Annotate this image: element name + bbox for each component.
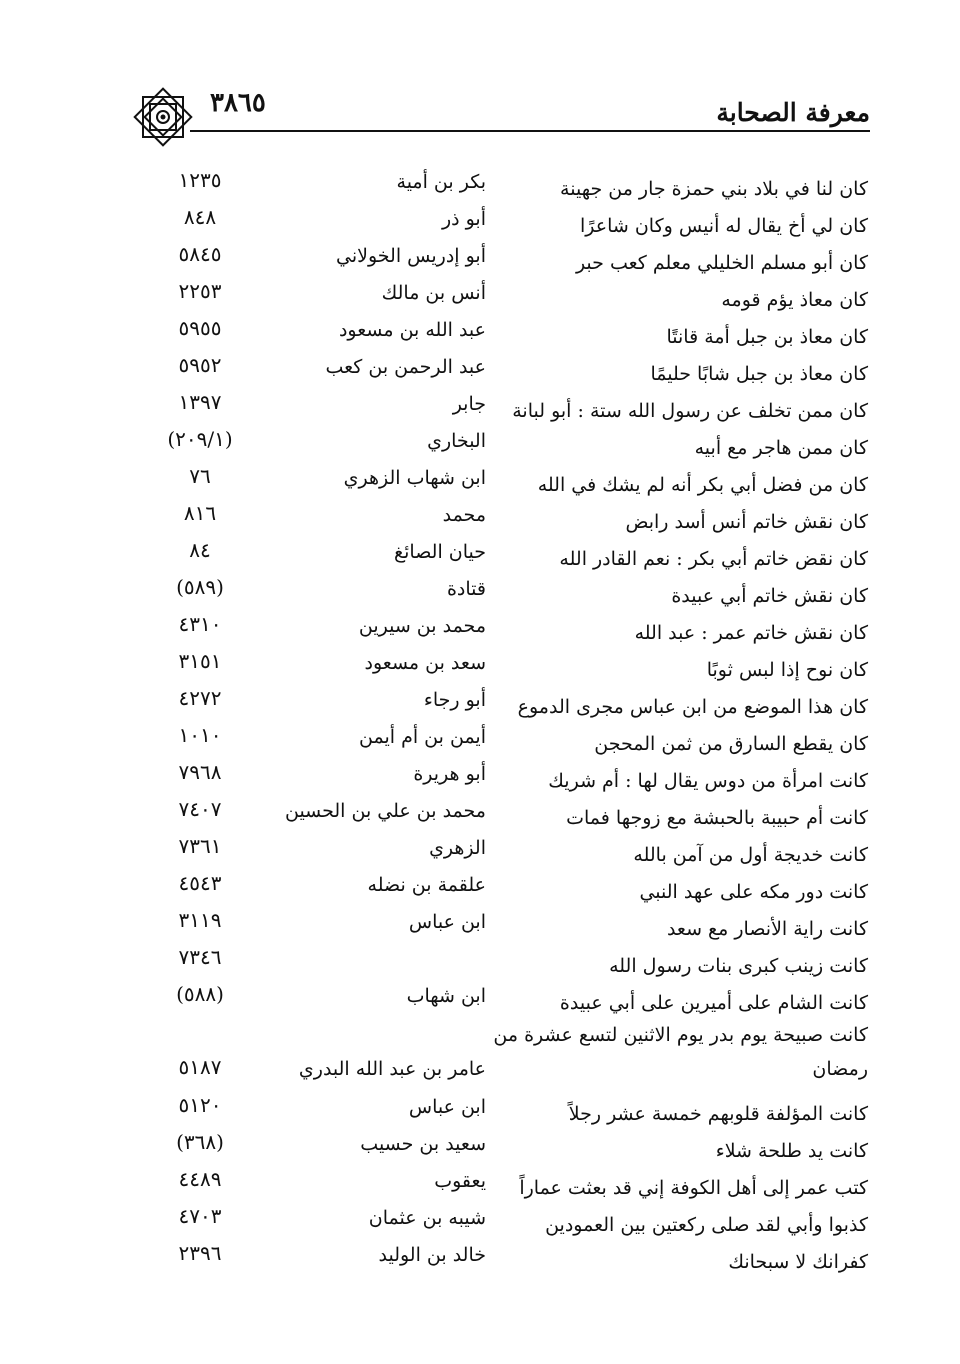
hadith-reference-number: ٧٣٤٦ bbox=[178, 945, 222, 969]
hadith-reference-number: ٥١٨٧ bbox=[178, 1055, 222, 1079]
hadith-reference-number: ٨٤ bbox=[189, 538, 211, 562]
narrator-name: محمد bbox=[442, 504, 486, 526]
hadith-opening-text: كان نقض خاتم أبي بكر : نعم القادر الله bbox=[559, 548, 868, 570]
narrator-name: شيبه بن عثمان bbox=[368, 1207, 486, 1229]
hadith-reference-number: ٥٩٥٢ bbox=[178, 353, 222, 377]
index-entry bbox=[0, 759, 960, 796]
index-entry bbox=[0, 870, 960, 907]
index-entry bbox=[0, 204, 960, 241]
narrator-name: علقمة بن نضله bbox=[367, 874, 486, 896]
hadith-reference-number: ٢٢٥٣ bbox=[178, 279, 222, 303]
hadith-opening-text: كفرانك لا سبحانك bbox=[728, 1251, 868, 1273]
narrator-name: قتادة bbox=[446, 578, 486, 600]
narrator-name: أبو إدريس الخولاني bbox=[336, 245, 486, 267]
hadith-reference-number: ٥١٢٠ bbox=[178, 1093, 222, 1117]
index-entry bbox=[0, 278, 960, 315]
hadith-opening-text: كان ممن هاجر مع أبيه bbox=[694, 437, 868, 459]
hadith-opening-text: كتب عمر إلى أهل الكوفة إني قد بعثت عماراً bbox=[519, 1177, 868, 1199]
hadith-opening-text: كان هذا الموضع من ابن عباس مجرى الدموع bbox=[517, 696, 868, 718]
hadith-reference-number: ٤٣١٠ bbox=[178, 612, 222, 636]
index-entry bbox=[0, 1240, 960, 1277]
narrator-name: ابن شهاب bbox=[406, 985, 486, 1007]
index-entry bbox=[0, 352, 960, 389]
index-entry bbox=[0, 167, 960, 204]
narrator-name: يعقوب bbox=[434, 1170, 486, 1192]
hadith-reference-number: ١٣٩٧ bbox=[178, 390, 222, 414]
narrator-name: البخاري bbox=[427, 430, 486, 452]
hadith-reference-number: ٤٧٠٣ bbox=[178, 1204, 222, 1228]
index-entry bbox=[0, 389, 960, 426]
narrator-name: حيان الصائغ bbox=[394, 541, 486, 563]
hadith-opening-text: كان يقطع السارق من ثمن المحجن bbox=[594, 733, 868, 755]
hadith-opening-text: كانت أم حبيبة بالحبشة مع زوجها فمات bbox=[566, 807, 868, 829]
index-entry bbox=[0, 426, 960, 463]
hadith-reference-number: ٤٤٨٩ bbox=[178, 1167, 222, 1191]
hadith-reference-number: ٣١١٩ bbox=[178, 908, 222, 932]
page-number: ٣٨٦٥ bbox=[210, 88, 266, 118]
hadith-reference-number: ٤٢٧٢ bbox=[178, 686, 222, 710]
index-entry bbox=[0, 907, 960, 944]
index-entry bbox=[0, 981, 960, 1018]
octagram-ornament-icon bbox=[130, 84, 196, 150]
hadith-reference-number: ٥٩٥٥ bbox=[178, 316, 222, 340]
index-entry bbox=[0, 1092, 960, 1129]
hadith-opening-text: كان معاذ بن جبل أمة قانتًا bbox=[666, 326, 868, 348]
index-entry bbox=[0, 648, 960, 685]
hadith-reference-number: ٧٦ bbox=[189, 464, 211, 488]
hadith-opening-text: كانت يد طلحة شلاء bbox=[715, 1140, 868, 1162]
narrator-name: بكر بن أمية bbox=[396, 171, 486, 193]
index-entry bbox=[0, 463, 960, 500]
hadith-reference-number: (٢٠٩/١) bbox=[167, 427, 233, 451]
index-entry bbox=[0, 611, 960, 648]
narrator-name: أيمن بن أم أيمن bbox=[359, 726, 486, 748]
hadith-opening-text: كان أبو مسلم الخليلي معلم كعب حبر bbox=[575, 252, 868, 274]
narrator-name: سعيد بن حسيب bbox=[360, 1133, 486, 1155]
hadith-reference-number: (٣٦٨) bbox=[176, 1130, 224, 1154]
hadith-opening-text: كانت دور مكه على عهد النبي bbox=[639, 881, 868, 903]
narrator-name: سعد بن مسعود bbox=[364, 652, 486, 674]
hadith-opening-text: كان نقش خاتم عمر : عبد الله bbox=[634, 622, 868, 644]
hadith-opening-text: كانت صبيحة يوم بدر يوم الاثنين لتسع عشرة من رمضان bbox=[493, 1024, 868, 1080]
index-entry bbox=[0, 796, 960, 833]
narrator-name: ابن عباس bbox=[408, 911, 486, 933]
hadith-opening-text: كان ممن تخلف عن رسول الله ستة : أبو لبانة bbox=[512, 400, 868, 422]
narrator-name: أبو ذر bbox=[441, 208, 486, 230]
hadith-opening-text: كان نقش خاتم أبي عبيدة bbox=[671, 585, 868, 607]
narrator-name: عامر بن عبد الله البدري bbox=[298, 1058, 486, 1080]
index-entry bbox=[0, 1166, 960, 1203]
hadith-reference-number: ٣١٥١ bbox=[178, 649, 222, 673]
narrator-name: ابن عباس bbox=[408, 1096, 486, 1118]
hadith-opening-text: كان نوح إذا لبس ثوبًا bbox=[706, 659, 868, 681]
hadith-opening-text: كانت خديجة أول من آمن بالله bbox=[633, 844, 868, 866]
index-entry bbox=[0, 685, 960, 722]
narrator-name: محمد بن سيرين bbox=[358, 615, 486, 637]
index-entry bbox=[0, 241, 960, 278]
hadith-opening-text: كانت زينب كبرى بنات رسول الله bbox=[609, 955, 868, 977]
hadith-reference-number: ١٠١٠ bbox=[178, 723, 222, 747]
narrator-name: أبو رجاء bbox=[423, 689, 486, 711]
index-entry bbox=[0, 1018, 960, 1092]
index-entry bbox=[0, 500, 960, 537]
narrator-name: خالد بن الوليد bbox=[378, 1244, 486, 1266]
hadith-opening-text: كان من فضل أبي بكر أنه لم يشك في الله bbox=[537, 474, 868, 496]
hadith-opening-text: كانت امرأة من دوس يقال لها : أم شريك bbox=[548, 770, 868, 792]
index-entry bbox=[0, 315, 960, 352]
index-entry bbox=[0, 1203, 960, 1240]
narrator-name: جابر bbox=[452, 393, 486, 415]
index-entry bbox=[0, 833, 960, 870]
hadith-opening-text: كان معاذ بن جبل شابًا حليمًا bbox=[650, 363, 868, 385]
hadith-reference-number: ٨١٦ bbox=[183, 501, 217, 525]
book-title: معرفة الصحابة bbox=[716, 98, 870, 127]
hadith-opening-text: كذبوا وأبي لقد صلى ركعتين بين العمودين bbox=[545, 1214, 868, 1236]
hadith-opening-text: كانت راية الأنصار مع سعد bbox=[666, 918, 868, 940]
hadith-reference-number: ١٢٣٥ bbox=[178, 168, 222, 192]
index-entry bbox=[0, 722, 960, 759]
hadith-opening-text: كانت المؤلفة قلوبهم خمسة عشر رجلاً bbox=[568, 1103, 868, 1125]
hadith-reference-number: ٨٤٨ bbox=[183, 205, 217, 229]
narrator-name: أنس بن مالك bbox=[381, 282, 486, 304]
narrator-name: أبو هريرة bbox=[413, 763, 486, 785]
hadith-reference-number: (٥٨٨) bbox=[176, 982, 224, 1006]
hadith-index-list bbox=[0, 167, 960, 1277]
narrator-name: محمد بن علي بن الحسين bbox=[284, 800, 486, 822]
index-entry bbox=[0, 944, 960, 981]
hadith-reference-number: ٧٣٦١ bbox=[178, 834, 222, 858]
page-header bbox=[130, 84, 870, 144]
index-entry bbox=[0, 574, 960, 611]
hadith-reference-number: ٧٤٠٧ bbox=[178, 797, 222, 821]
narrator-name: عبد الرحمن بن كعب bbox=[325, 356, 486, 378]
narrator-name: عبد الله بن مسعود bbox=[338, 319, 486, 341]
hadith-reference-number: ٢٣٩٦ bbox=[178, 1241, 222, 1265]
index-entry bbox=[0, 1129, 960, 1166]
hadith-reference-number: (٥٨٩) bbox=[176, 575, 224, 599]
index-entry bbox=[0, 537, 960, 574]
hadith-reference-number: ٥٨٤٥ bbox=[178, 242, 222, 266]
hadith-opening-text: كان نقش خاتم أنس أسد رابض bbox=[625, 511, 868, 533]
narrator-name: الزهري bbox=[429, 837, 486, 859]
hadith-opening-text: كانت الشام على أميرين على أبي عبيدة bbox=[559, 992, 868, 1014]
hadith-opening-text: كان معاذ يؤم قومه bbox=[721, 289, 868, 311]
hadith-reference-number: ٧٩٦٨ bbox=[178, 760, 222, 784]
hadith-reference-number: ٤٥٤٣ bbox=[178, 871, 222, 895]
hadith-opening-text: كان لنا في بلاد بني حمزة جار من جهينة bbox=[560, 178, 868, 200]
header-rule bbox=[190, 130, 870, 132]
hadith-opening-text: كان لي أخ يقال له أنيس وكان شاعرًا bbox=[580, 215, 868, 237]
narrator-name: ابن شهاب الزهري bbox=[343, 467, 486, 489]
